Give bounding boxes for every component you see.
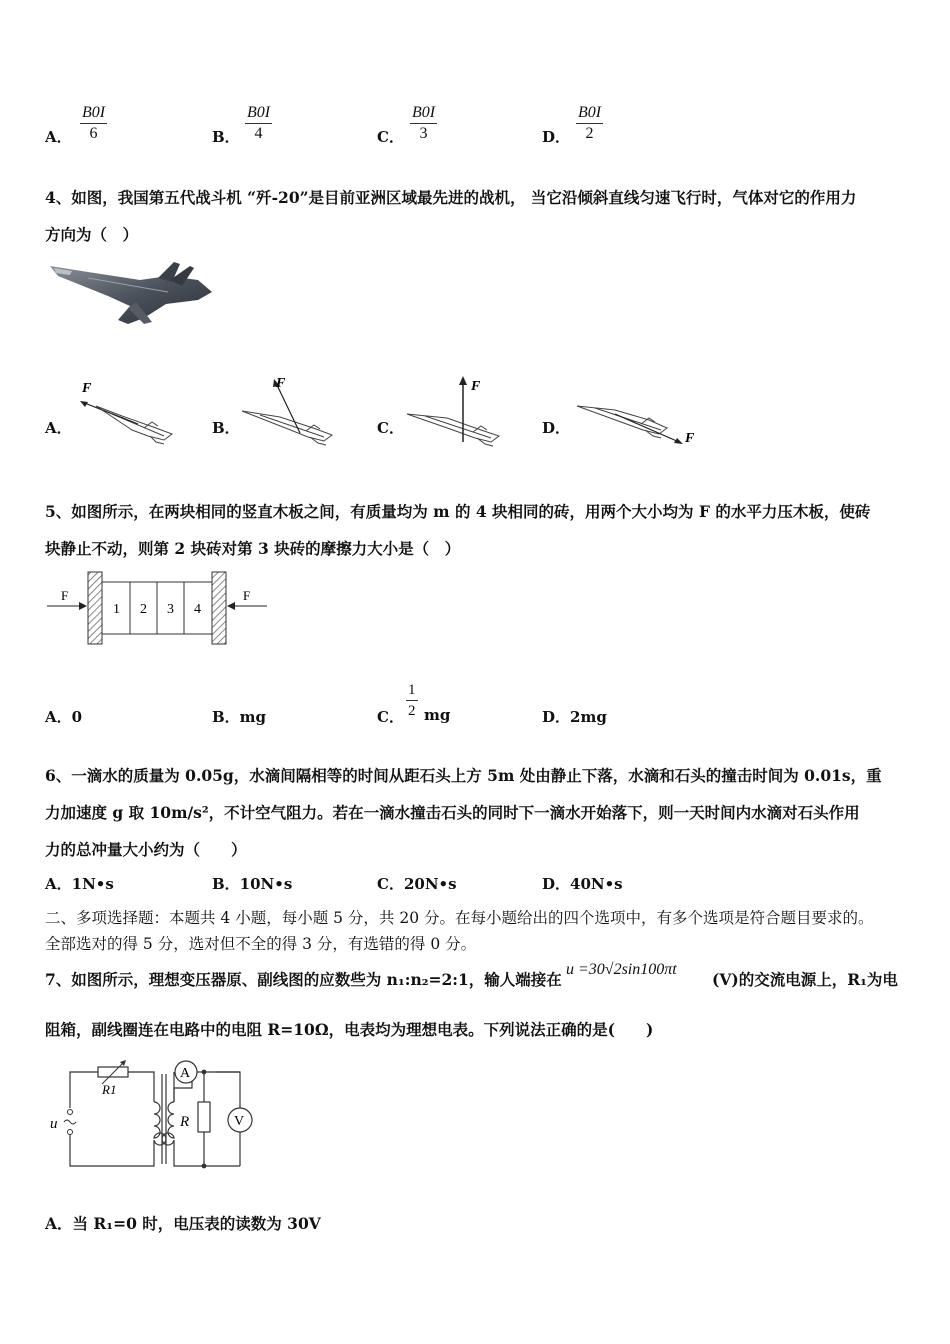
q7-stem-line1-part2: (V)的交流电源上，R₁为电 — [712, 970, 898, 989]
wood-board-right — [212, 572, 226, 644]
q6-option-c: C．20N•s — [377, 875, 457, 893]
q4-option-d-figure — [575, 396, 703, 456]
q5-stem-line1: 5、如图所示，在两块相同的竖直木板之间，有质量均为 m 的 4 块相同的砖，用两个大小均为 F 的水平力压木板，使砖 — [45, 502, 871, 521]
jet-outline-icon — [242, 411, 332, 445]
q5-option-d: D．2mg — [542, 708, 607, 726]
wood-board-left — [88, 572, 102, 644]
q3-option-c-label: C． — [377, 128, 404, 146]
q4-option-c-figure — [405, 372, 515, 456]
q3-option-a-label: A． — [45, 128, 72, 146]
q7-stem-line1-part1: 7、如图所示，理想变压器原、副线图的应数些为 n₁:n₂=2:1，输人端接在 — [45, 970, 562, 989]
r1-label: R1 — [102, 1082, 117, 1097]
q6-stem-line3: 力的总冲量大小约为（ ） — [45, 840, 247, 859]
q5-stem-line2: 块静止不动，则第 2 块砖对第 3 块砖的摩擦力大小是（ ） — [45, 539, 461, 558]
brick-4: 4 — [194, 602, 201, 617]
q7-voltage-formula: u =30√2sin100πt — [566, 961, 677, 978]
q3-option-b-label: B． — [212, 128, 240, 146]
q3-option-b-numerator: B0I — [245, 103, 272, 124]
q3-option-c-numerator: B0I — [410, 103, 437, 124]
q5-option-c-fraction — [406, 680, 418, 721]
brick-2: 2 — [140, 602, 147, 617]
q7-stem-line2: 阻箱，副线圈连在电路中的电阻 R=10Ω，电表均为理想电表。下列说法正确的是( ) — [45, 1020, 654, 1039]
q7-option-a: A．当 R₁=0 时，电压表的读数为 30V — [45, 1214, 321, 1233]
q6-option-d: D．40N•s — [542, 875, 623, 893]
force-arrow — [615, 414, 679, 442]
force-left-label: F — [61, 588, 69, 603]
q6-option-a: A．1N•s — [45, 875, 114, 893]
q4-option-a-label: A． — [45, 419, 72, 437]
q6-option-b: B．10N•s — [212, 875, 293, 893]
q3-option-c-fraction — [410, 103, 437, 144]
q3-option-a-numerator: B0I — [80, 103, 107, 124]
q6-stem-line1: 6、一滴水的质量为 0.05g，水滴间隔相等的时间从距石头上方 5m 处由静止下落，水滴和石头的撞击时间为 0.01s，重 — [45, 766, 882, 785]
force-label: F — [82, 381, 92, 396]
section2-heading-line2: 全部选对的得 5 分，选对但不全的得 3 分，有选错的得 0 分。 — [45, 935, 477, 953]
q4-option-b-figure — [240, 373, 350, 453]
q5-option-b: B．mg — [212, 708, 267, 726]
brick-3: 3 — [167, 602, 174, 617]
q3-option-b-denominator: 4 — [254, 125, 263, 142]
brick-1: 1 — [113, 602, 120, 617]
q5-option-c-label: C． — [377, 708, 404, 726]
q4-option-d-label: D． — [542, 419, 571, 437]
q3-option-a-fraction — [80, 103, 107, 144]
voltmeter-label: V — [234, 1114, 245, 1129]
q3-option-a-denominator: 6 — [89, 125, 98, 142]
jet-outline-icon — [577, 406, 667, 438]
force-label: F — [276, 376, 286, 391]
section2-heading-line1: 二、多项选择题：本题共 4 小题，每小题 5 分，共 20 分。在每小题给出的四个选项中，有多个选项是符合题目要求的。 — [45, 909, 874, 927]
q5-option-c-unit: mg — [424, 706, 451, 724]
force-right-label: F — [243, 588, 251, 603]
q4-option-b-label: B． — [212, 419, 240, 437]
q5-option-c-denominator: 2 — [408, 703, 416, 719]
force-arrow — [82, 402, 138, 424]
q3-option-d-fraction — [576, 103, 603, 144]
q6-stem-line2: 力加速度 g 取 10m/s²，不计空气阻力。若在一滴水撞击石头的同时下一滴水开始落下，则一天时间内水滴对石头作用 — [45, 803, 860, 822]
fighter-jet-photo — [48, 258, 216, 330]
force-label: F — [471, 379, 481, 394]
q4-stem-line1: 4、如图，我国第五代战斗机 “歼-20”是目前亚洲区域最先进的战机， 当它沿倾斜直线匀速飞行时，气体对它的作用力 — [45, 188, 857, 207]
q7-circuit-diagram — [44, 1058, 274, 1174]
q5-option-a: A．0 — [45, 708, 83, 726]
q5-brick-figure — [45, 568, 275, 648]
q3-option-d-denominator: 2 — [585, 125, 594, 142]
q3-option-b-fraction — [245, 103, 272, 144]
q3-option-c-denominator: 3 — [419, 125, 428, 142]
source-label: u — [50, 1116, 58, 1132]
q5-option-c-numerator: 1 — [406, 680, 418, 701]
q4-option-a-figure — [72, 376, 182, 452]
q3-option-d-label: D． — [542, 128, 571, 146]
q3-option-d-numerator: B0I — [576, 103, 603, 124]
jet-outline-icon — [407, 414, 499, 446]
q4-option-c-label: C． — [377, 419, 404, 437]
ammeter-label: A — [180, 1066, 191, 1081]
q4-stem-line2: 方向为（ ） — [45, 225, 139, 244]
force-label: F — [685, 431, 695, 446]
resistor-label: R — [180, 1114, 190, 1130]
